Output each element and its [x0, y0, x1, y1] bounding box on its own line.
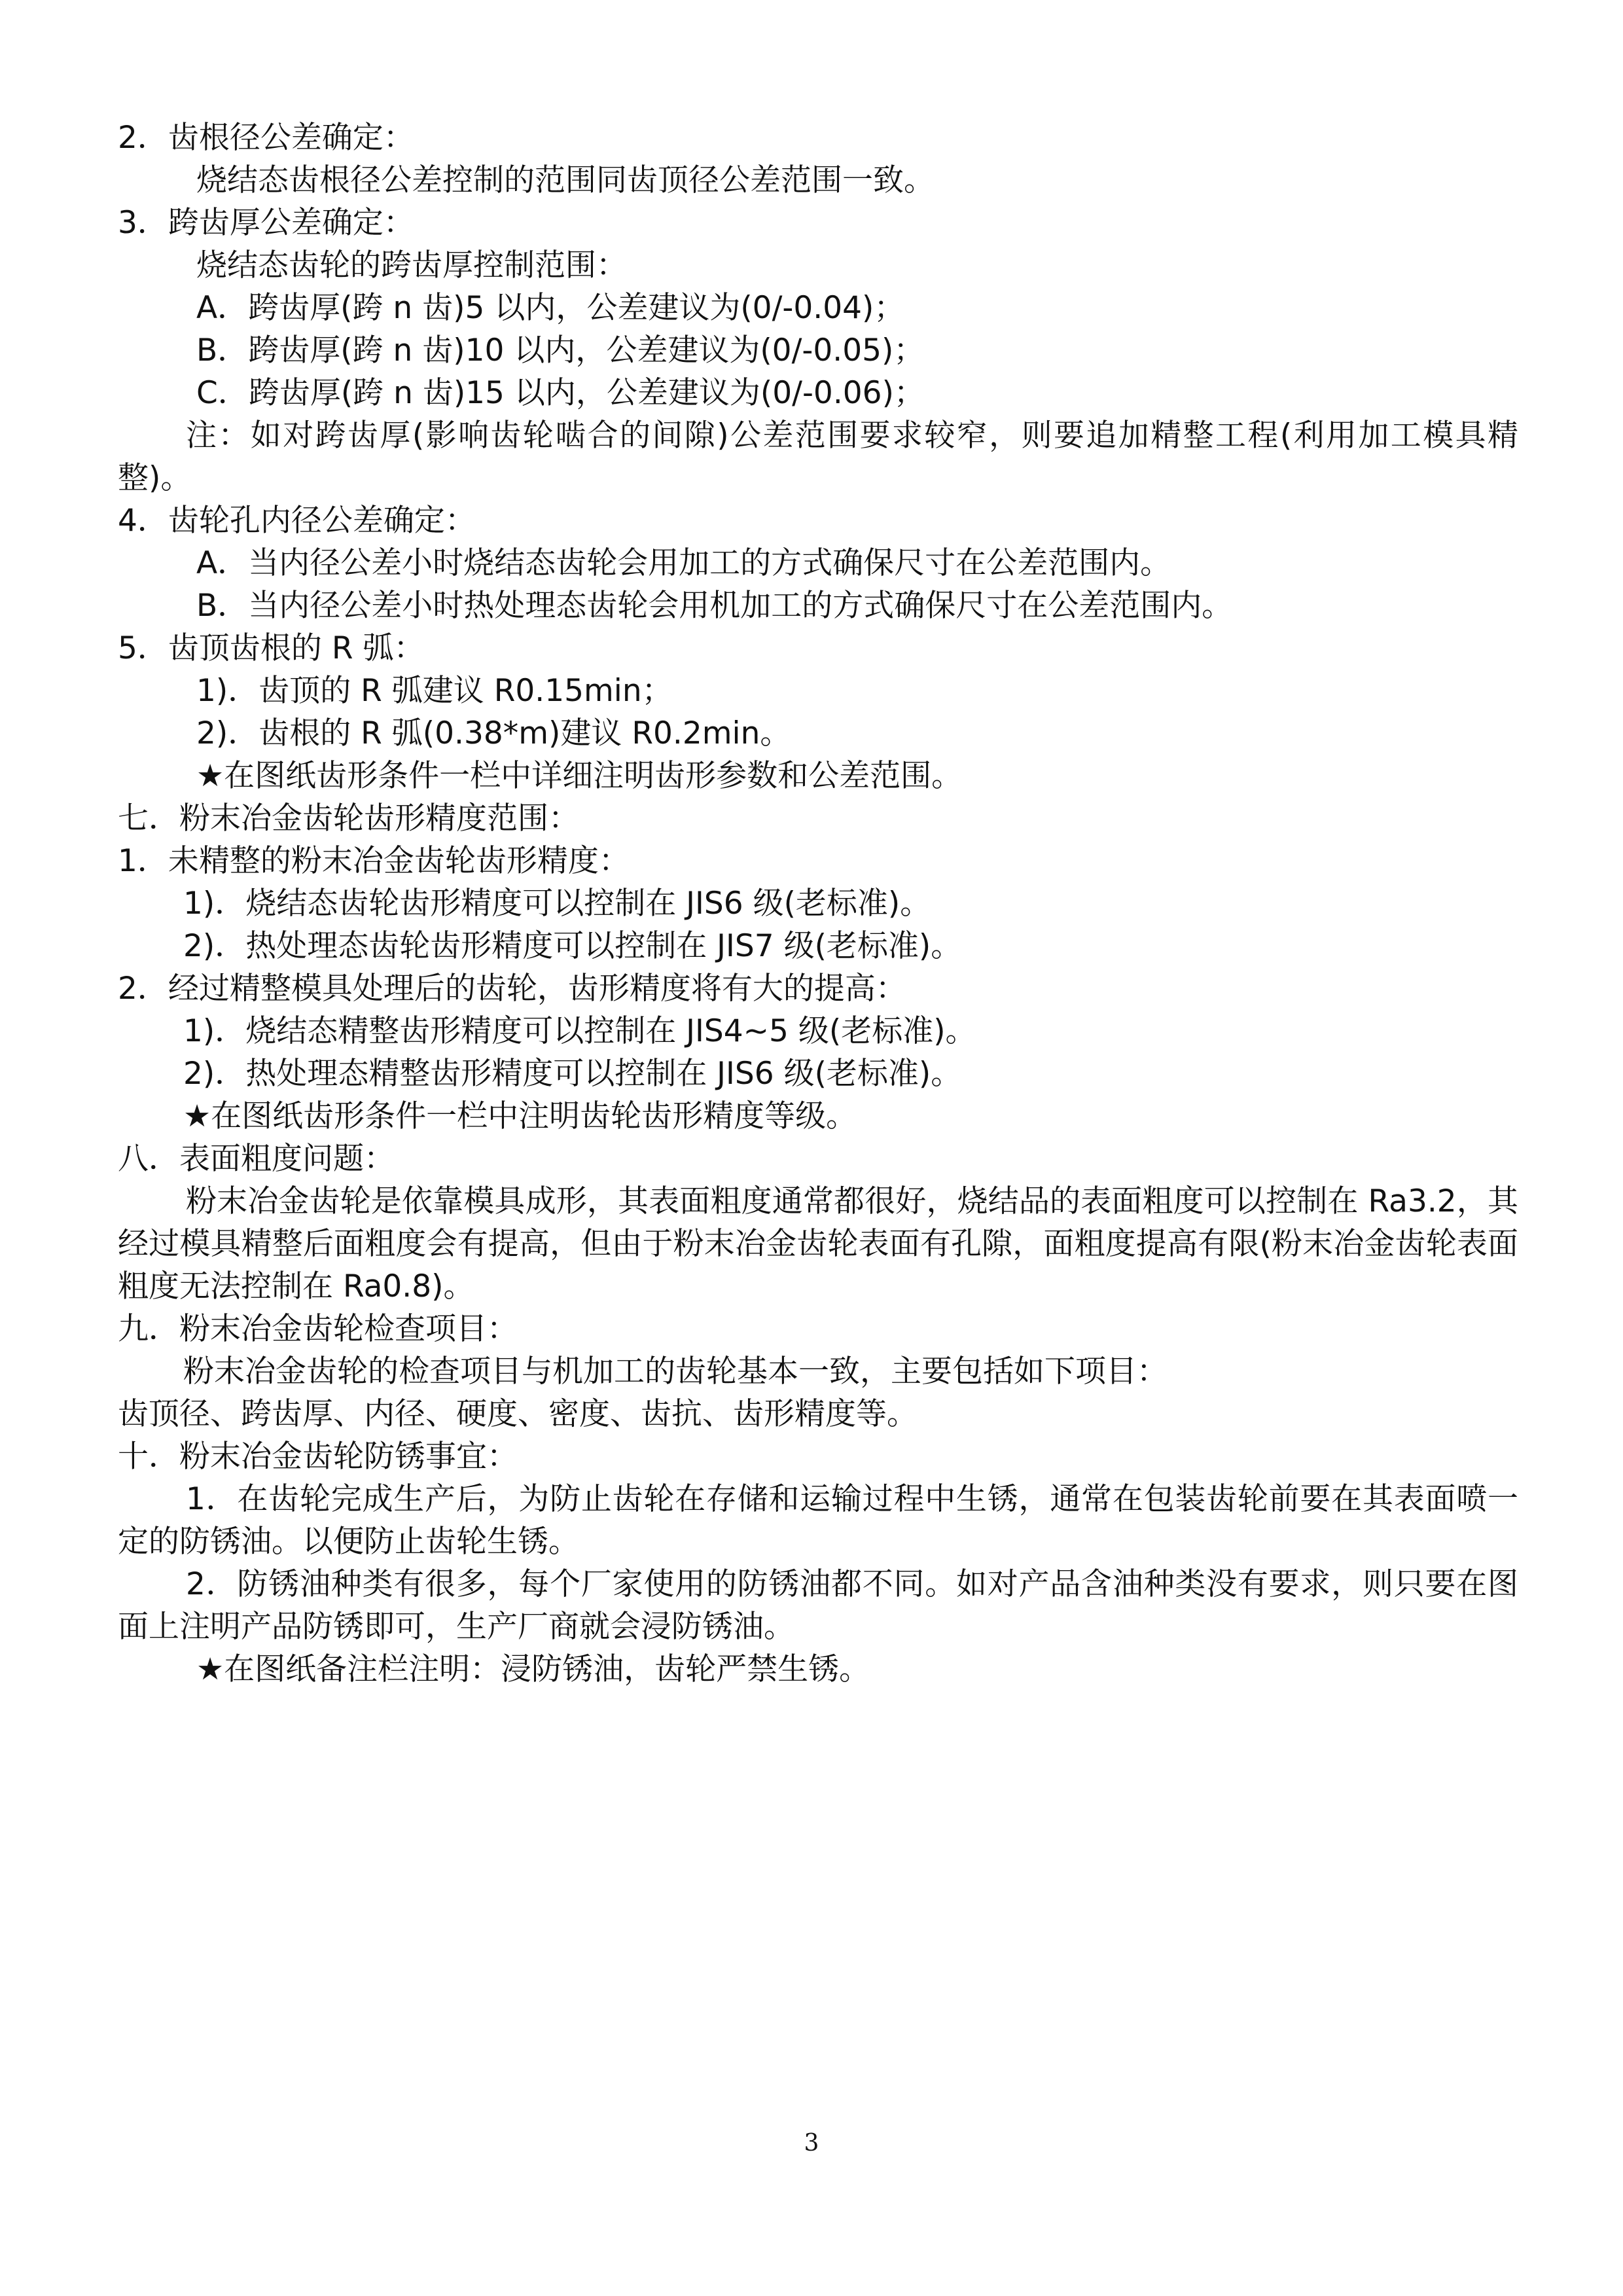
list-item: 1)．烧结态精整齿形精度可以控制在 JIS4~5 级(老标准)。	[183, 1013, 976, 1049]
section-heading: 2．经过精整模具处理后的齿轮，齿形精度将有大的提高：	[118, 971, 906, 1007]
page-number: 3	[804, 2130, 819, 2157]
list-item: B．跨齿厚(跨 n 齿)10 以内，公差建议为(0/-0.05)；	[196, 332, 925, 368]
body-text: 粉末冶金齿轮的检查项目与机加工的齿轮基本一致，主要包括如下项目：	[183, 1354, 1168, 1390]
chapter-heading: 九．粉末冶金齿轮检查项目：	[118, 1311, 518, 1347]
list-item: A．跨齿厚(跨 n 齿)5 以内，公差建议为(0/-0.04)；	[196, 290, 905, 326]
body-paragraph: 粉末冶金齿轮是依靠模具成形，其表面粗度通常都很好，烧结品的表面粗度可以控制在 Ra3.2，其经过模具精整后面粗度会有提高，但由于粉末冶金齿轮表面有孔隙，面粗度提高有限(粉末冶金齿轮表面粗度无法控制在 Ra0.8)。	[118, 1183, 1518, 1304]
chapter-heading: 七．粉末冶金齿轮齿形精度范围：	[118, 800, 579, 836]
note-paragraph: 注：如对跨齿厚(影响齿轮啮合的间隙)公差范围要求较窄，则要追加精整工程(利用加工模具精整)。	[118, 418, 1518, 496]
list-item: 1)．齿顶的 R 弧建议 R0.15min；	[196, 673, 673, 709]
body-paragraph: 1．在齿轮完成生产后，为防止齿轮在存储和运输过程中生锈，通常在包装齿轮前要在其表面喷一定的防锈油。以便防止齿轮生锈。	[118, 1481, 1518, 1560]
chapter-heading: 八．表面粗度问题：	[118, 1141, 395, 1177]
star-note: ★在图纸备注栏注明：浸防锈油，齿轮严禁生锈。	[196, 1651, 870, 1687]
body-text: 齿顶径、跨齿厚、内径、硬度、密度、齿抗、齿形精度等。	[118, 1396, 918, 1432]
body-text: 烧结态齿轮的跨齿厚控制范围：	[196, 247, 627, 283]
section-heading: 2．齿根径公差确定：	[118, 120, 414, 156]
list-item: 2)．热处理态齿轮齿形精度可以控制在 JIS7 级(老标准)。	[183, 928, 962, 964]
section-heading: 1．未精整的粉末冶金齿轮齿形精度：	[118, 843, 630, 879]
chapter-heading: 十．粉末冶金齿轮防锈事宜：	[118, 1439, 518, 1475]
section-heading: 4．齿轮孔内径公差确定：	[118, 503, 476, 539]
list-item: 1)．烧结态齿轮齿形精度可以控制在 JIS6 级(老标准)。	[183, 886, 931, 922]
section-heading: 5．齿顶齿根的 R 弧：	[118, 630, 425, 666]
section-heading: 3．跨齿厚公差确定：	[118, 205, 414, 241]
body-text: 烧结态齿根径公差控制的范围同齿顶径公差范围一致。	[196, 162, 935, 198]
body-paragraph: 2．防锈油种类有很多，每个厂家使用的防锈油都不同。如对产品含油种类没有要求，则只要在图面上注明产品防锈即可，生产厂商就会浸防锈油。	[118, 1566, 1518, 1645]
list-item: 2)．齿根的 R 弧(0.38*m)建议 R0.2min。	[196, 715, 791, 751]
list-item: 2)．热处理态精整齿形精度可以控制在 JIS6 级(老标准)。	[183, 1056, 962, 1092]
star-note: ★在图纸齿形条件一栏中注明齿轮齿形精度等级。	[183, 1098, 857, 1134]
list-item: A．当内径公差小时烧结态齿轮会用加工的方式确保尺寸在公差范围内。	[196, 545, 1171, 581]
star-note: ★在图纸齿形条件一栏中详细注明齿形参数和公差范围。	[196, 758, 963, 794]
list-item: C．跨齿厚(跨 n 齿)15 以内，公差建议为(0/-0.06)；	[196, 375, 925, 411]
document-body	[118, 117, 1518, 1691]
list-item: B．当内径公差小时热处理态齿轮会用机加工的方式确保尺寸在公差范围内。	[196, 588, 1233, 624]
